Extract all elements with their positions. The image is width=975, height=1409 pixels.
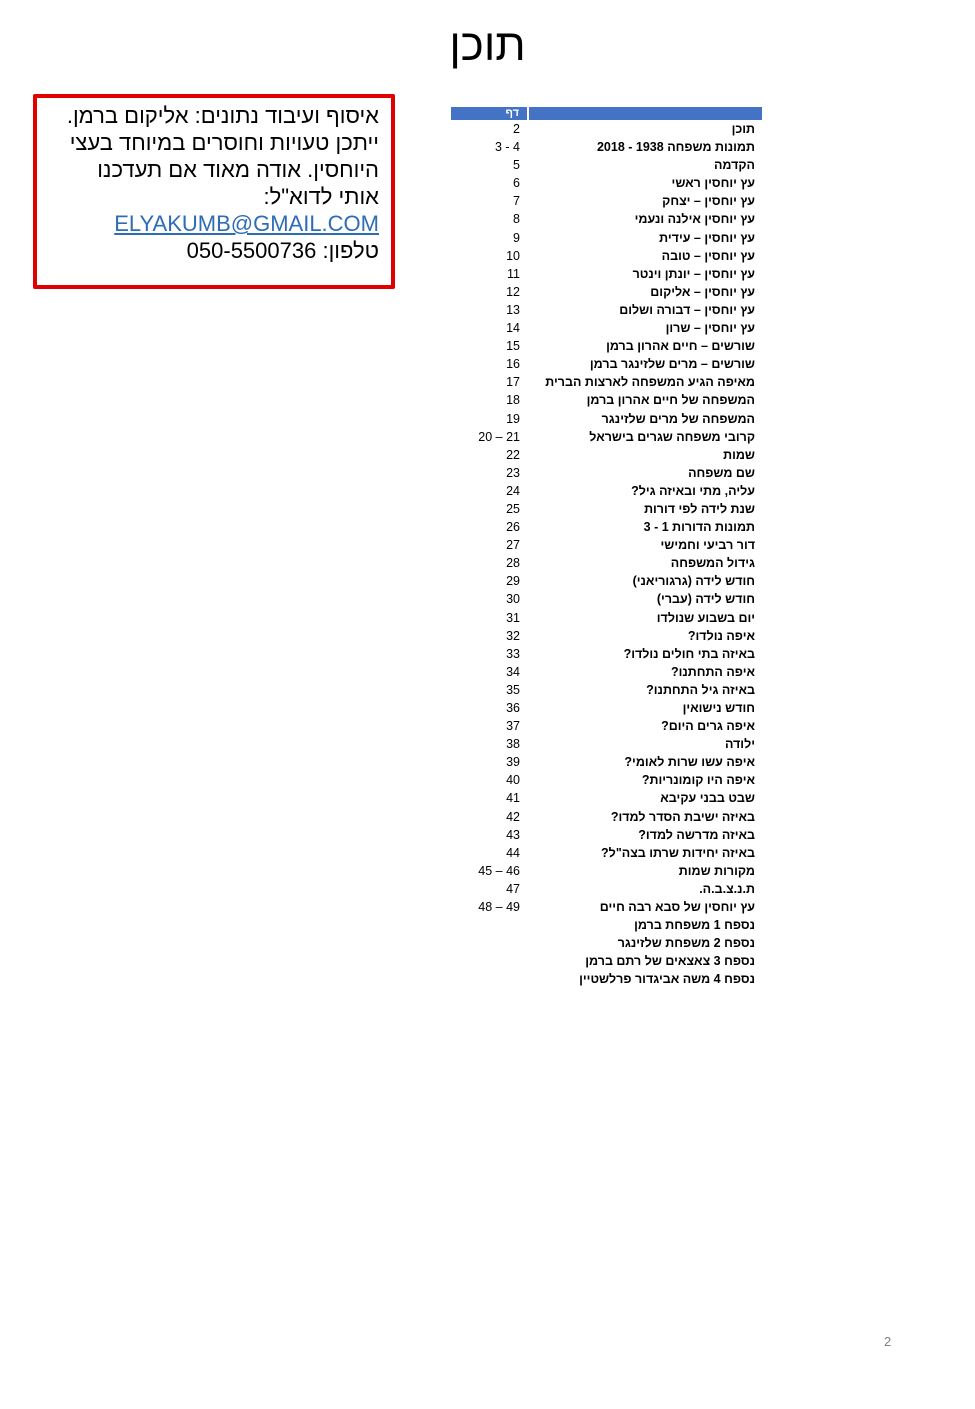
toc-row[interactable]: [451, 156, 762, 174]
toc-entry-title: עץ יוחסין של סבא רבה חיים: [599, 900, 755, 915]
toc-page-number: 45 – 46: [478, 863, 520, 878]
toc-page-number: 36: [506, 701, 520, 715]
toc-page-number: 22: [506, 447, 520, 462]
toc-row[interactable]: [451, 808, 762, 826]
toc-entry-title: נספח 1 משפחת ברמן: [634, 918, 755, 933]
toc-page-number: 17: [506, 375, 520, 390]
toc-entry-title: קרובי משפחה שגרים בישראל: [589, 429, 755, 444]
toc-page-number: 12: [506, 284, 520, 299]
toc-row[interactable]: [451, 428, 762, 446]
toc-row[interactable]: [451, 536, 762, 554]
toc-entry-title: שבט בבני עקיבא: [660, 791, 755, 806]
toc-page-number: 38: [506, 737, 520, 752]
toc-row[interactable]: [451, 518, 762, 536]
toc-page-number: 9: [513, 230, 520, 245]
toc-row[interactable]: [451, 970, 762, 988]
toc-page-number: 14: [506, 321, 520, 336]
email-line: [47, 210, 379, 237]
toc-header-page-label: דף: [505, 107, 519, 119]
toc-page-number: 29: [506, 574, 520, 589]
toc-entry-title: ת.נ.צ.ב.ה.: [699, 881, 755, 896]
toc-page-number: 16: [506, 357, 520, 372]
toc-entry-title: שנת לידה לפי דורות: [644, 501, 755, 516]
toc-row[interactable]: [451, 138, 762, 156]
toc-row[interactable]: [451, 862, 762, 880]
toc-row[interactable]: [451, 301, 762, 319]
toc-row[interactable]: [451, 554, 762, 572]
toc-entry-title: עץ יוחסין – טובה: [661, 248, 755, 263]
toc-page-number: 43: [506, 827, 520, 842]
toc-page-number: 30: [506, 592, 520, 607]
toc-page-number: 5: [513, 158, 520, 173]
toc-entry-title: תוכן: [731, 122, 755, 136]
toc-row[interactable]: [451, 681, 762, 699]
table-of-contents: [451, 107, 762, 989]
toc-page-number: 32: [506, 628, 520, 643]
toc-entry-title: נספח 3 צאצאים של רתם ברמן: [585, 954, 755, 969]
toc-entry-title: נספח 2 משפחת שלזינגר: [617, 936, 755, 951]
toc-entry-title: חודש נישואין: [682, 701, 755, 715]
toc-row[interactable]: [451, 880, 762, 898]
toc-page-number: 6: [513, 176, 520, 191]
toc-row[interactable]: [451, 210, 762, 228]
contact-note-box: [33, 94, 395, 289]
toc-page-number: 15: [506, 339, 520, 354]
toc-row[interactable]: [451, 373, 762, 391]
toc-row[interactable]: [451, 446, 762, 464]
toc-row[interactable]: [451, 410, 762, 428]
toc-entry-title: נספח 4 משה אביגדור פרלשטיין: [579, 972, 755, 987]
toc-entry-title: איפה גרים היום?: [661, 719, 755, 734]
toc-header-divider: [527, 107, 529, 120]
toc-row[interactable]: [451, 192, 762, 210]
toc-entry-title: המשפחה של מרים שלזינגר: [601, 411, 755, 426]
toc-row[interactable]: [451, 645, 762, 663]
toc-page-number: 25: [506, 501, 520, 516]
toc-page-number: 23: [506, 465, 520, 480]
toc-entry-title: הקדמה: [713, 158, 755, 173]
toc-row[interactable]: [451, 283, 762, 301]
page-title: תוכן: [449, 21, 526, 70]
toc-row[interactable]: [451, 916, 762, 934]
toc-row[interactable]: [451, 717, 762, 735]
toc-entry-title: תמונות הדורות 1 - 3: [643, 520, 755, 535]
toc-row[interactable]: [451, 247, 762, 265]
toc-row[interactable]: [451, 844, 762, 862]
toc-entry-title: מאיפה הגיע המשפחה לארצות הברית: [545, 375, 755, 390]
toc-row[interactable]: [451, 898, 762, 916]
toc-row[interactable]: [451, 771, 762, 789]
toc-page-number: 8: [513, 212, 520, 227]
toc-row[interactable]: [451, 627, 762, 645]
toc-entry-title: גידול המשפחה: [670, 556, 755, 571]
email-link[interactable]: ELYAKUMB@GMAIL.COM: [114, 211, 379, 236]
toc-entry-title: ילודה: [724, 737, 755, 752]
toc-row[interactable]: [451, 391, 762, 409]
toc-row[interactable]: [451, 120, 762, 138]
toc-row[interactable]: [451, 319, 762, 337]
toc-entry-title: עץ יוחסין – שרון: [665, 321, 755, 336]
toc-entry-title: באיזה יחידות שרתו בצה"ל?: [601, 845, 755, 860]
toc-row[interactable]: [451, 952, 762, 970]
toc-page-number: 33: [506, 646, 520, 661]
toc-entry-title: איפה נולדו?: [687, 628, 755, 643]
toc-page-number: 39: [506, 755, 520, 770]
toc-entry-title: איפה היו קומונריות?: [641, 773, 755, 788]
toc-entry-title: באיזה גיל התחתנו?: [646, 682, 755, 697]
toc-row[interactable]: [451, 572, 762, 590]
toc-entry-title: שמות: [723, 447, 755, 462]
toc-page-number: 48 – 49: [478, 900, 520, 915]
toc-entry-title: עץ יוחסין אילנה ונעמי: [634, 212, 755, 227]
toc-row[interactable]: [451, 663, 762, 681]
toc-page-number: 13: [506, 302, 520, 317]
note-line-1: איסוף ועיבוד נתונים: אליקום ברמן.: [66, 103, 379, 128]
toc-entry-title: עץ יוחסין – אליקום: [650, 284, 755, 299]
toc-row[interactable]: [451, 753, 762, 771]
toc-page-number: 40: [506, 773, 520, 788]
toc-page-number: 7: [513, 194, 520, 209]
toc-row[interactable]: [451, 609, 762, 627]
toc-page-number: 20 – 21: [478, 429, 520, 444]
phone-line: טלפון: 050-5500736: [186, 238, 379, 263]
toc-row[interactable]: [451, 789, 762, 807]
note-line-2: ייתכן טעויות וחוסרים במיוחד בעצי: [69, 130, 379, 155]
toc-entry-title: עץ יוחסין ראשי: [671, 176, 755, 191]
page-number: 2: [884, 1334, 892, 1349]
toc-row[interactable]: [451, 337, 762, 355]
toc-entry-title: יום בשבוע שנולדו: [656, 610, 755, 625]
toc-entry-title: שורשים – מרים שלזינגר ברמן: [589, 357, 755, 372]
toc-page-number: 18: [506, 393, 520, 408]
toc-page-number: 2: [513, 122, 520, 136]
toc-entry-title: תמונות משפחה 1938 - 2018: [596, 140, 755, 155]
toc-row[interactable]: [451, 265, 762, 283]
toc-entry-title: המשפחה של חיים אהרון ברמן: [586, 393, 755, 408]
toc-entry-title: איפה התחתנו?: [670, 664, 755, 679]
toc-entry-title: חודש לידה (גרגוריאני): [632, 574, 755, 589]
toc-entry-title: עץ יוחסין – יונתן וינטר: [632, 266, 755, 281]
toc-entry-title: איפה עשו שרות לאומי?: [624, 755, 755, 770]
toc-entry-title: עץ יוחסין – עידית: [659, 230, 755, 245]
toc-page-number: 42: [506, 809, 520, 824]
toc-page-number: 19: [506, 411, 520, 426]
toc-row[interactable]: [451, 934, 762, 952]
toc-entry-title: עליה, מתי ובאיזה גיל?: [631, 483, 755, 498]
toc-row[interactable]: [451, 174, 762, 192]
toc-row[interactable]: [451, 735, 762, 753]
toc-entry-title: שם משפחה: [688, 465, 755, 480]
toc-row[interactable]: [451, 500, 762, 518]
toc-page-number: 31: [506, 610, 520, 625]
toc-page-number: 41: [506, 791, 520, 806]
toc-row[interactable]: [451, 355, 762, 373]
toc-page-number: 26: [506, 520, 520, 535]
toc-header: [451, 107, 762, 120]
toc-page-number: 27: [506, 538, 520, 553]
toc-page-number: 24: [506, 483, 520, 498]
toc-entry-title: באיזה בתי חולים נולדו?: [623, 646, 755, 661]
toc-row[interactable]: [451, 826, 762, 844]
toc-page-number: 28: [506, 556, 520, 571]
toc-entry-title: עץ יוחסין – דבורה ושלום: [619, 302, 755, 317]
note-line-4: אותי לדוא"ל:: [263, 184, 379, 209]
toc-entry-title: מקורות שמות: [678, 863, 755, 878]
toc-entry-title: באיזה מדרשה למדו?: [638, 827, 755, 842]
toc-page-number: 37: [506, 719, 520, 734]
toc-entry-title: חודש לידה (עברי): [656, 592, 755, 607]
toc-page-number: 10: [506, 248, 520, 263]
toc-entry-title: באיזה ישיבת הסדר למדו?: [610, 809, 755, 824]
toc-row[interactable]: [451, 699, 762, 717]
toc-row[interactable]: [451, 590, 762, 608]
toc-row[interactable]: [451, 229, 762, 247]
toc-page-number: 44: [506, 845, 520, 860]
toc-entry-title: שורשים – חיים אהרון ברמן: [606, 339, 755, 354]
toc-row[interactable]: [451, 464, 762, 482]
toc-rows: [451, 120, 762, 989]
toc-page-number: 47: [506, 881, 520, 896]
note-line-3: היוחסין. אודה מאוד אם תעדכנו: [97, 157, 379, 182]
toc-page-number: 11: [507, 266, 520, 281]
toc-page-number: 34: [506, 664, 520, 679]
toc-page-number: 3 - 4: [494, 140, 520, 155]
toc-page-number: 35: [506, 682, 520, 697]
toc-row[interactable]: [451, 482, 762, 500]
toc-entry-title: דור רביעי וחמישי: [660, 538, 755, 553]
toc-entry-title: עץ יוחסין – יצחק: [662, 194, 755, 209]
